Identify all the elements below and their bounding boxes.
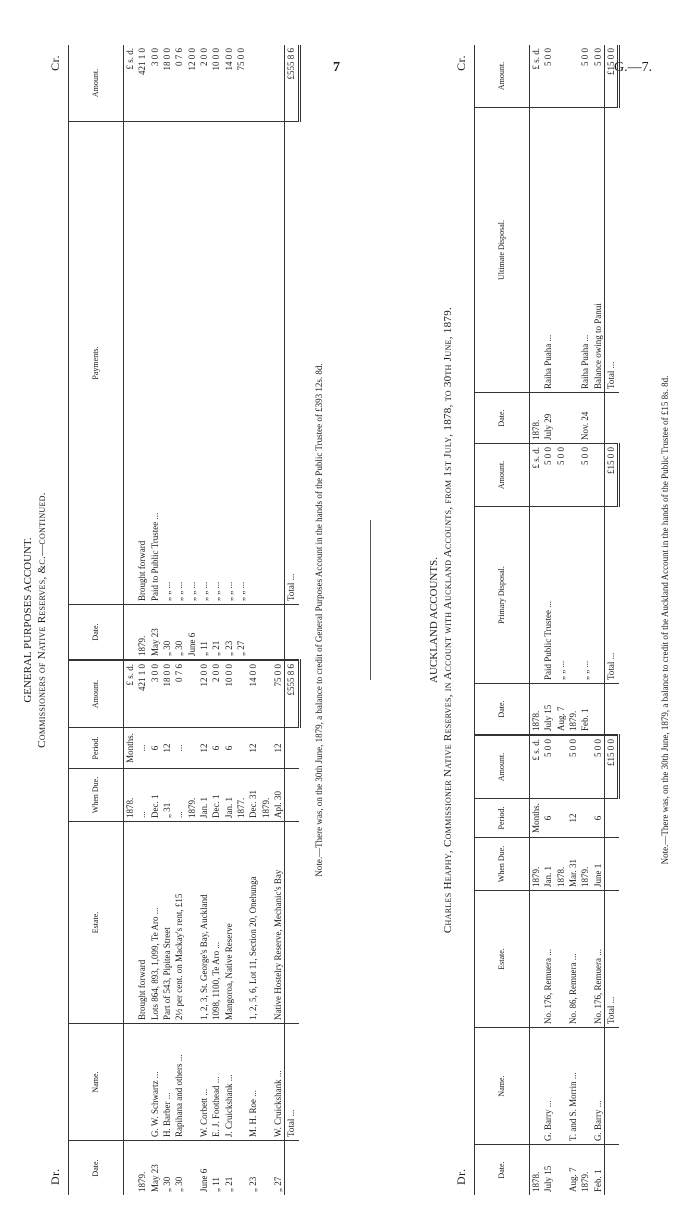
row-payment-amount: 75 0 0 [235, 45, 247, 122]
row-ultimate-amount: 5 0 0 [579, 45, 591, 108]
row-amount [555, 735, 567, 799]
row-estate: Brought forward [136, 822, 148, 1024]
table-row [247, 45, 259, 1195]
row-period: Months. [530, 799, 543, 838]
row-amount: 12 0 0 [198, 660, 210, 728]
row-when-due: „ 31 [161, 769, 173, 822]
row-when-due: 1877. [235, 769, 247, 822]
col-amount: Amount. [475, 735, 530, 799]
auckland-dr: Dr. [454, 1168, 468, 1185]
row-date [555, 1145, 567, 1196]
row-date: May 23 [149, 1164, 160, 1192]
row-period [186, 728, 198, 769]
row-estate [235, 822, 247, 1024]
row-amount: 14 0 0 [247, 660, 259, 728]
row-primary-disposal: Paid Public Trustee ... [542, 507, 554, 684]
ultimate-total-amount: £15 0 0 [605, 45, 619, 108]
row-estate [530, 891, 543, 1028]
row-payment [260, 122, 272, 605]
blank-cell [605, 684, 619, 736]
row-payment: „ „ ... [161, 122, 173, 605]
row-date: „ 21 [223, 1176, 234, 1192]
row-when-due: 1879. [186, 769, 198, 822]
row-when-due: June 1 [592, 838, 605, 891]
row-primary-date: 1878. [530, 684, 543, 736]
row-name: Rapihana and others ... [173, 1024, 185, 1141]
col-when-due: When Due. [475, 838, 530, 891]
col-date2: Date. [69, 605, 124, 661]
row-estate: No. 86, Remuera ... [567, 891, 579, 1028]
row-period: 6 [592, 799, 605, 838]
row-amount [579, 735, 591, 799]
row-estate: 1098, 1100, Te Aro ... [210, 822, 222, 1024]
row-payment-amount [247, 45, 259, 122]
payments-total-label: Total ... [285, 122, 299, 605]
row-date [186, 1141, 198, 1196]
row-estate [579, 891, 591, 1028]
row-name: H. Barber ... [161, 1024, 173, 1141]
row-ultimate-disposal: Raiha Puaha ... [542, 108, 554, 393]
row-name [530, 1028, 543, 1145]
row-amount: 18 0 0 [161, 660, 173, 728]
table-row [235, 45, 247, 1195]
row-date [235, 1141, 247, 1196]
col-period: Period. [69, 728, 124, 769]
row-name: J. Cruickshank ... [223, 1024, 235, 1141]
row-date [124, 1141, 137, 1196]
row-when-due: Dec. 1 [210, 769, 222, 822]
row-name: M. H. Roe ... [247, 1024, 259, 1141]
general-subtitle: Commissioners of Native Reserves, &c.—continued. [36, 492, 48, 748]
table-row [198, 45, 210, 1195]
row-payment: „ „ ... [173, 122, 185, 605]
row-payment-amount [272, 45, 285, 122]
blank-cell [605, 1028, 619, 1145]
row-name: W. Cruickshank ... [272, 1024, 285, 1141]
row-primary-amount [592, 444, 605, 507]
table-row [579, 45, 591, 1195]
row-payment: „ „ ... [223, 122, 235, 605]
row-period: Months. [124, 728, 137, 769]
row-payment-amount: 10 0 0 [210, 45, 222, 122]
row-payment-date: 1879. [136, 605, 148, 661]
row-period: 6 [210, 728, 222, 769]
row-payment [247, 122, 259, 605]
row-period: 12 [161, 728, 173, 769]
row-amount: 5 0 0 [592, 735, 605, 799]
row-payment-amount: 18 0 0 [161, 45, 173, 122]
table-row [260, 45, 272, 1195]
row-when-due: 1878. [124, 769, 137, 822]
row-when-due: ... [173, 769, 185, 822]
row-payment-date [247, 605, 259, 661]
row-date: „ 11 [211, 1177, 222, 1192]
blank-cell [285, 822, 299, 1024]
row-ultimate-amount: 5 0 0 [592, 45, 605, 108]
row-period: 12 [198, 728, 210, 769]
row-ultimate-disposal [530, 108, 543, 393]
row-when-due: 1879. [260, 769, 272, 822]
row-ultimate-amount [555, 45, 567, 108]
row-name [260, 1024, 272, 1141]
row-ultimate-date: July 29 [542, 393, 554, 444]
row-estate: Native Hostelry Reserve, Mechanic's Bay [272, 822, 285, 1024]
row-primary-date: Feb. 1 [579, 684, 591, 736]
row-ultimate-date [592, 393, 605, 444]
row-payment: „ „ ... [198, 122, 210, 605]
row-ultimate-amount: 5 0 0 [542, 45, 554, 108]
row-payment-amount: 14 0 0 [223, 45, 235, 122]
row-when-due: Mar. 31 [567, 838, 579, 891]
table-row [161, 45, 173, 1195]
auckland-subtitle: Charles Heaphy, Commissioner Native Reserves, in Account with Auckland Accounts, from 1st July, 1878, to 30th June, 1879. [442, 306, 454, 934]
table-row [555, 45, 567, 1195]
row-name: G. W. Schwartz ... [149, 1024, 161, 1141]
row-estate: Lots 864, 893, 1,099, Te Aro ... [149, 822, 161, 1024]
col-primary: Primary Disposal. [475, 507, 530, 684]
row-when-due: Apl. 30 [272, 769, 285, 822]
row-amount: 5 0 0 [542, 735, 554, 799]
row-name [555, 1028, 567, 1145]
blank-cell [285, 605, 299, 661]
row-primary-date: Aug. 7 [555, 684, 567, 736]
row-date: „ 30 [162, 1176, 173, 1192]
row-payment-amount: £ s. d. [124, 45, 137, 122]
table-row [272, 45, 285, 1195]
row-amount: 3 0 0 [149, 660, 161, 728]
row-amount: 0 7 6 [173, 660, 185, 728]
row-payment-date: May 23 [149, 605, 161, 661]
general-dr: Dr. [48, 1168, 62, 1185]
row-payment [272, 122, 285, 605]
row-date: „ 27 [273, 1176, 284, 1192]
row-payment-date: „ 30 [173, 605, 185, 661]
row-date: July 15 [543, 1165, 554, 1192]
row-payment: „ „ ... [210, 122, 222, 605]
row-payment-date: „ 11 [198, 605, 210, 661]
row-payment-amount: 421 1 0 [136, 45, 148, 122]
row-estate: No. 176, Remuera ... [592, 891, 605, 1028]
row-date: Aug. 7 [568, 1167, 579, 1192]
row-estate [124, 822, 137, 1024]
row-period: ... [173, 728, 185, 769]
row-primary-disposal: „ „ ... [555, 507, 567, 684]
row-payment-date: June 6 [186, 605, 198, 661]
table-row [124, 45, 137, 1195]
row-primary-amount: 5 0 0 [555, 444, 567, 507]
row-ultimate-date: 1878. [530, 393, 543, 444]
blank-cell [605, 393, 619, 444]
auckland-accounts [428, 45, 678, 1195]
row-payment-date: „ 27 [235, 605, 247, 661]
col-estate: Estate. [69, 822, 124, 1024]
row-when-due: 1878. [555, 838, 567, 891]
row-period: 12 [272, 728, 285, 769]
row-when-due: Jan. 1 [198, 769, 210, 822]
row-estate [186, 822, 198, 1024]
col-date: Date. [475, 1145, 530, 1196]
row-ultimate-amount [567, 45, 579, 108]
row-period [235, 728, 247, 769]
row-estate: No. 176, Remuera ... [542, 891, 554, 1028]
row-name: G. Barry ... [592, 1028, 605, 1145]
row-payment-date [272, 605, 285, 661]
total-label: Total ... [285, 1024, 299, 1141]
general-header-row [69, 45, 124, 1195]
row-amount: 2 0 0 [210, 660, 222, 728]
auckland-cr: Cr. [454, 55, 468, 71]
table-row [592, 45, 605, 1195]
row-payment-date: „ 30 [161, 605, 173, 661]
col-amount2: Amount. [69, 45, 124, 122]
row-primary-disposal [530, 507, 543, 684]
row-ultimate-disposal: Raiha Puaha ... [579, 108, 591, 393]
row-payment-date: „ 21 [210, 605, 222, 661]
row-date: Feb. 1 [592, 1169, 603, 1192]
primary-total-label: Total ... [605, 507, 619, 684]
blank-cell [285, 1141, 299, 1196]
row-amount: 75 0 0 [272, 660, 285, 728]
row-date: 1878. [531, 1171, 541, 1192]
row-date: „ 30 [174, 1176, 185, 1192]
col-ultimate: Ultimate Disposal. [475, 108, 530, 393]
row-payment: „ „ ... [235, 122, 247, 605]
general-cr: Cr. [48, 55, 62, 71]
row-period: 6 [542, 799, 554, 838]
row-payment-amount: 2 0 0 [198, 45, 210, 122]
general-note: Note.—There was, on the 30th June, 1879, a balance to credit of General Purposes Account in the hands of the Public Trustee of £393 12s. 8d. [314, 363, 324, 877]
row-amount: 421 1 0 [136, 660, 148, 728]
general-table [68, 45, 301, 1195]
row-payment-date [260, 605, 272, 661]
row-payment: „ „ ... [186, 122, 198, 605]
table-row [567, 45, 579, 1195]
table-row [186, 45, 198, 1195]
table-row [530, 45, 543, 1195]
row-name: E. J. Foothead ... [210, 1024, 222, 1141]
row-amount: 10 0 0 [223, 660, 235, 728]
row-ultimate-date [555, 393, 567, 444]
row-payment-amount: 12 0 0 [186, 45, 198, 122]
table-row [542, 45, 554, 1195]
row-primary-disposal [567, 507, 579, 684]
row-amount: £ s. d. [530, 735, 543, 799]
row-name: G. Barry ... [542, 1028, 554, 1145]
row-payment-date [124, 605, 137, 661]
blank-cell [285, 769, 299, 822]
row-ultimate-date [567, 393, 579, 444]
auckland-table [474, 45, 620, 1195]
page-number: 7 [333, 60, 340, 75]
col-period: Period. [475, 799, 530, 838]
row-date: 1879. [580, 1171, 591, 1192]
total-amount: £15 0 0 [605, 735, 619, 799]
row-date: „ 23 [248, 1176, 259, 1192]
row-when-due: Jan. 1 [223, 769, 235, 822]
blank-cell [285, 728, 299, 769]
row-name [186, 1024, 198, 1141]
col-date2: Date. [475, 684, 530, 736]
row-primary-disposal [592, 507, 605, 684]
col-amount2: Amount. [475, 444, 530, 507]
general-purposes-account [22, 45, 327, 1195]
col-amount: Amount. [69, 660, 124, 728]
row-ultimate-amount: £ s. d. [530, 45, 543, 108]
row-when-due: Dec. 1 [149, 769, 161, 822]
blank-cell [605, 1145, 619, 1196]
total-row [285, 45, 299, 1195]
auckland-header-row [475, 45, 530, 1195]
auckland-title: AUCKLAND ACCOUNTS. [428, 557, 440, 683]
row-payment-amount [260, 45, 272, 122]
row-primary-date: July 15 [542, 684, 554, 736]
row-when-due: 1879. [579, 838, 591, 891]
payments-total-amount: £555 8 6 [285, 45, 299, 122]
row-amount: 5 0 0 [567, 735, 579, 799]
row-name [124, 1024, 137, 1141]
row-when-due: Jan. 1 [542, 838, 554, 891]
row-period: 12 [567, 799, 579, 838]
row-payment: Paid to Public Trustee ... [149, 122, 161, 605]
row-estate [260, 822, 272, 1024]
row-period [260, 728, 272, 769]
col-when-due: When Due. [69, 769, 124, 822]
row-name [136, 1024, 148, 1141]
row-date [260, 1141, 272, 1196]
table-row [149, 45, 161, 1195]
row-primary-date: 1879. [567, 684, 579, 736]
row-amount [235, 660, 247, 728]
row-when-due: 1879. [530, 838, 543, 891]
row-period [555, 799, 567, 838]
total-label: Total ... [605, 891, 619, 1028]
section-divider [370, 520, 371, 680]
table-row [210, 45, 222, 1195]
col-date: Date. [69, 1141, 124, 1196]
auckland-note: Note.—There was, on the 30th June, 1879, a balance to credit of the Auckland Account in the hands of the Public Trustee of £15 8s. 8d. [660, 375, 670, 865]
row-period: 6 [223, 728, 235, 769]
row-period [579, 799, 591, 838]
row-name [579, 1028, 591, 1145]
row-primary-amount: 5 0 0 [579, 444, 591, 507]
row-estate: 2½ per cent. on Mackay's rent, £15 [173, 822, 185, 1024]
row-when-due: ... [136, 769, 148, 822]
row-payment [124, 122, 137, 605]
table-row [173, 45, 185, 1195]
ultimate-total-label: Total ... [605, 108, 619, 393]
row-payment-amount: 0 7 6 [173, 45, 185, 122]
row-estate [555, 891, 567, 1028]
row-primary-amount: 5 0 0 [542, 444, 554, 507]
row-period: 12 [247, 728, 259, 769]
row-ultimate-disposal [567, 108, 579, 393]
row-date: 1879. [137, 1171, 148, 1192]
total-amount: £555 8 6 [285, 660, 299, 728]
row-date: June 6 [199, 1168, 210, 1192]
general-title: GENERAL PURPOSES ACCOUNT. [22, 537, 34, 703]
row-name: T. and S. Morrin ... [567, 1028, 579, 1145]
row-payment-amount: 3 0 0 [149, 45, 161, 122]
row-primary-amount [567, 444, 579, 507]
row-payment: Brought forward [136, 122, 148, 605]
row-period: 6 [149, 728, 161, 769]
row-estate: 1, 2, 3, St. George's Bay, Auckland [198, 822, 210, 1024]
table-row [223, 45, 235, 1195]
row-estate: Part of 543, Pipitea Street [161, 822, 173, 1024]
document-reference: G.—7. [614, 60, 653, 75]
row-name: W. Corbett ... [198, 1024, 210, 1141]
row-primary-amount: £ s. d. [530, 444, 543, 507]
col-estate: Estate. [475, 891, 530, 1028]
primary-total-amount: £15 0 0 [605, 444, 619, 507]
col-date3: Date. [475, 393, 530, 444]
row-ultimate-disposal: Balance owing to Panui [592, 108, 605, 393]
blank-cell [605, 799, 619, 838]
row-amount: £ s. d. [124, 660, 137, 728]
row-amount [260, 660, 272, 728]
row-primary-disposal: „ „ ... [579, 507, 591, 684]
row-primary-date [592, 684, 605, 736]
total-row [605, 45, 619, 1195]
row-amount [186, 660, 198, 728]
row-period: ... [136, 728, 148, 769]
blank-cell [605, 838, 619, 891]
row-payment-date: „ 23 [223, 605, 235, 661]
col-name: Name. [475, 1028, 530, 1145]
row-estate: 1, 2, 5, 6, Lot 11, Section 20, Onehunga [247, 822, 259, 1024]
row-ultimate-disposal [555, 108, 567, 393]
row-when-due: Dec. 31 [247, 769, 259, 822]
col-amount3: Amount. [475, 45, 530, 108]
col-name: Name. [69, 1024, 124, 1141]
row-ultimate-date: Nov. 24 [579, 393, 591, 444]
row-name [235, 1024, 247, 1141]
row-estate: Mangoroa, Native Reserve [223, 822, 235, 1024]
table-row [136, 45, 148, 1195]
col-payments: Payments. [69, 122, 124, 605]
